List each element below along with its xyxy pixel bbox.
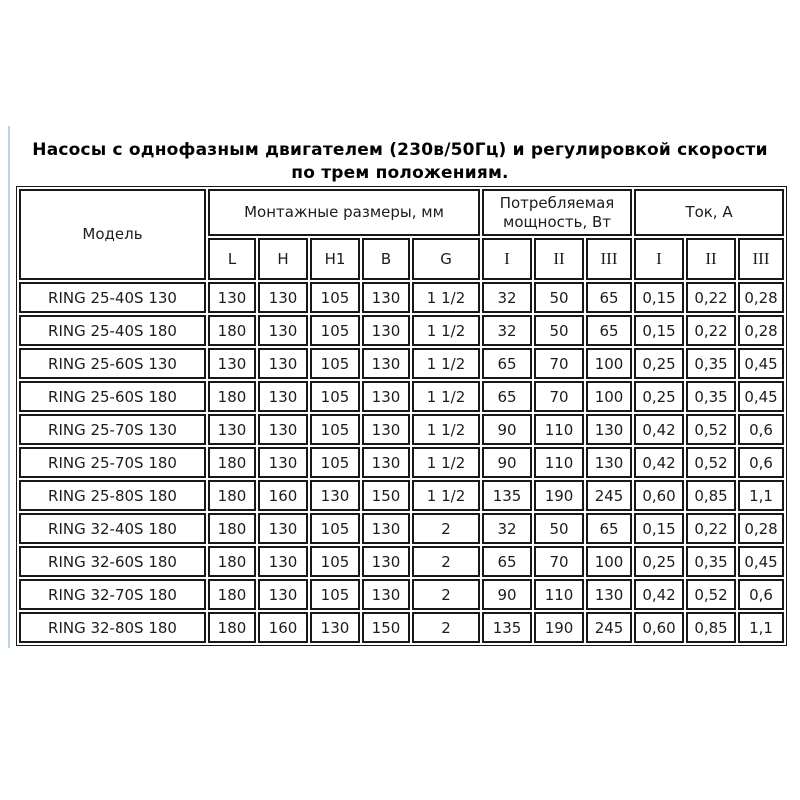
value-cell: 1 1/2 xyxy=(412,282,480,313)
table-row xyxy=(19,480,784,511)
value-cell: 0,22 xyxy=(686,282,736,313)
value-cell: 160 xyxy=(258,612,308,643)
value-cell: 105 xyxy=(310,348,360,379)
value-cell: 0,42 xyxy=(634,579,684,610)
value-cell: 135 xyxy=(482,480,532,511)
table-row xyxy=(19,348,784,379)
value-cell: 150 xyxy=(362,612,410,643)
value-cell: 65 xyxy=(586,513,632,544)
value-cell: 65 xyxy=(586,282,632,313)
value-cell: 130 xyxy=(362,348,410,379)
value-cell: 180 xyxy=(208,381,256,412)
value-cell: 0,42 xyxy=(634,447,684,478)
value-cell: 245 xyxy=(586,612,632,643)
value-cell: 0,6 xyxy=(738,579,784,610)
value-cell: 130 xyxy=(310,480,360,511)
value-cell: 105 xyxy=(310,414,360,445)
value-cell: 180 xyxy=(208,513,256,544)
table-row xyxy=(19,546,784,577)
model-cell: RING 25-40S 130 xyxy=(19,282,206,313)
model-cell: RING 25-40S 180 xyxy=(19,315,206,346)
col-header-H1: H1 xyxy=(310,238,360,280)
value-cell: 1,1 xyxy=(738,612,784,643)
page-title-line-2: по трем положениям. xyxy=(291,163,509,183)
value-cell: 65 xyxy=(482,348,532,379)
table-row xyxy=(19,315,784,346)
value-cell: 65 xyxy=(482,546,532,577)
value-cell: 65 xyxy=(586,315,632,346)
value-cell: 105 xyxy=(310,315,360,346)
col-header-power-II: II xyxy=(534,238,584,280)
value-cell: 130 xyxy=(258,447,308,478)
model-cell: RING 25-70S 180 xyxy=(19,447,206,478)
value-cell: 110 xyxy=(534,579,584,610)
value-cell: 130 xyxy=(586,414,632,445)
value-cell: 130 xyxy=(586,579,632,610)
col-header-current-I: I xyxy=(634,238,684,280)
col-header-model: Модель xyxy=(19,189,206,280)
value-cell: 180 xyxy=(208,579,256,610)
col-header-B: B xyxy=(362,238,410,280)
value-cell: 130 xyxy=(258,579,308,610)
value-cell: 180 xyxy=(208,447,256,478)
model-cell: RING 25-70S 130 xyxy=(19,414,206,445)
pump-spec-table xyxy=(16,186,787,646)
value-cell: 130 xyxy=(362,513,410,544)
pump-spec-table-body xyxy=(19,282,784,643)
value-cell: 2 xyxy=(412,513,480,544)
value-cell: 1 1/2 xyxy=(412,315,480,346)
value-cell: 110 xyxy=(534,447,584,478)
value-cell: 0,28 xyxy=(738,282,784,313)
value-cell: 0,60 xyxy=(634,612,684,643)
value-cell: 130 xyxy=(258,282,308,313)
value-cell: 110 xyxy=(534,414,584,445)
value-cell: 32 xyxy=(482,315,532,346)
page-title-line-1: Насосы с однофазным двигателем (230в/50Гц) и регулировкой скорости xyxy=(32,140,768,160)
page-title xyxy=(0,139,800,185)
value-cell: 0,15 xyxy=(634,513,684,544)
model-cell: RING 32-40S 180 xyxy=(19,513,206,544)
value-cell: 70 xyxy=(534,546,584,577)
value-cell: 70 xyxy=(534,381,584,412)
value-cell: 130 xyxy=(362,447,410,478)
value-cell: 130 xyxy=(258,348,308,379)
value-cell: 130 xyxy=(362,579,410,610)
value-cell: 130 xyxy=(258,414,308,445)
col-header-L: L xyxy=(208,238,256,280)
value-cell: 65 xyxy=(482,381,532,412)
value-cell: 0,45 xyxy=(738,546,784,577)
value-cell: 0,35 xyxy=(686,381,736,412)
col-header-G: G xyxy=(412,238,480,280)
col-group-mounting-dimensions: Монтажные размеры, мм xyxy=(208,189,480,236)
value-cell: 0,28 xyxy=(738,315,784,346)
value-cell: 32 xyxy=(482,513,532,544)
value-cell: 180 xyxy=(208,315,256,346)
value-cell: 0,35 xyxy=(686,348,736,379)
value-cell: 0,52 xyxy=(686,414,736,445)
value-cell: 0,52 xyxy=(686,447,736,478)
value-cell: 105 xyxy=(310,513,360,544)
value-cell: 105 xyxy=(310,447,360,478)
value-cell: 1,1 xyxy=(738,480,784,511)
value-cell: 0,35 xyxy=(686,546,736,577)
value-cell: 70 xyxy=(534,348,584,379)
value-cell: 0,85 xyxy=(686,480,736,511)
value-cell: 0,25 xyxy=(634,546,684,577)
value-cell: 32 xyxy=(482,282,532,313)
value-cell: 130 xyxy=(362,381,410,412)
value-cell: 105 xyxy=(310,546,360,577)
value-cell: 1 1/2 xyxy=(412,348,480,379)
value-cell: 90 xyxy=(482,414,532,445)
value-cell: 0,42 xyxy=(634,414,684,445)
col-header-current-II: II xyxy=(686,238,736,280)
value-cell: 0,45 xyxy=(738,348,784,379)
value-cell: 245 xyxy=(586,480,632,511)
table-row xyxy=(19,282,784,313)
col-group-current: Ток, А xyxy=(634,189,784,236)
col-group-power-consumption: Потребляемая мощность, Вт xyxy=(482,189,632,236)
value-cell: 105 xyxy=(310,381,360,412)
value-cell: 0,6 xyxy=(738,414,784,445)
col-header-power-I: I xyxy=(482,238,532,280)
value-cell: 2 xyxy=(412,612,480,643)
value-cell: 0,15 xyxy=(634,315,684,346)
value-cell: 130 xyxy=(258,381,308,412)
value-cell: 1 1/2 xyxy=(412,447,480,478)
page-edge-line xyxy=(8,126,10,648)
value-cell: 105 xyxy=(310,579,360,610)
value-cell: 180 xyxy=(208,480,256,511)
value-cell: 130 xyxy=(258,315,308,346)
value-cell: 190 xyxy=(534,612,584,643)
value-cell: 0,6 xyxy=(738,447,784,478)
model-cell: RING 32-70S 180 xyxy=(19,579,206,610)
value-cell: 130 xyxy=(208,348,256,379)
value-cell: 130 xyxy=(258,546,308,577)
value-cell: 1 1/2 xyxy=(412,480,480,511)
value-cell: 2 xyxy=(412,546,480,577)
value-cell: 180 xyxy=(208,612,256,643)
model-cell: RING 32-80S 180 xyxy=(19,612,206,643)
value-cell: 190 xyxy=(534,480,584,511)
value-cell: 0,52 xyxy=(686,579,736,610)
value-cell: 2 xyxy=(412,579,480,610)
table-row xyxy=(19,381,784,412)
value-cell: 0,22 xyxy=(686,315,736,346)
model-cell: RING 25-60S 130 xyxy=(19,348,206,379)
value-cell: 100 xyxy=(586,348,632,379)
value-cell: 160 xyxy=(258,480,308,511)
value-cell: 130 xyxy=(310,612,360,643)
value-cell: 0,15 xyxy=(634,282,684,313)
value-cell: 180 xyxy=(208,546,256,577)
value-cell: 50 xyxy=(534,282,584,313)
table-row xyxy=(19,579,784,610)
value-cell: 50 xyxy=(534,315,584,346)
value-cell: 100 xyxy=(586,381,632,412)
col-header-H: H xyxy=(258,238,308,280)
value-cell: 0,85 xyxy=(686,612,736,643)
value-cell: 90 xyxy=(482,447,532,478)
value-cell: 135 xyxy=(482,612,532,643)
value-cell: 105 xyxy=(310,282,360,313)
model-cell: RING 32-60S 180 xyxy=(19,546,206,577)
col-header-power-III: III xyxy=(586,238,632,280)
value-cell: 130 xyxy=(362,282,410,313)
value-cell: 0,60 xyxy=(634,480,684,511)
value-cell: 100 xyxy=(586,546,632,577)
table-row xyxy=(19,612,784,643)
value-cell: 130 xyxy=(362,414,410,445)
value-cell: 150 xyxy=(362,480,410,511)
value-cell: 0,45 xyxy=(738,381,784,412)
value-cell: 130 xyxy=(586,447,632,478)
table-row xyxy=(19,513,784,544)
value-cell: 130 xyxy=(208,414,256,445)
value-cell: 130 xyxy=(258,513,308,544)
value-cell: 0,28 xyxy=(738,513,784,544)
value-cell: 130 xyxy=(362,546,410,577)
col-header-current-III: III xyxy=(738,238,784,280)
value-cell: 1 1/2 xyxy=(412,381,480,412)
value-cell: 0,25 xyxy=(634,381,684,412)
header-group-row xyxy=(19,189,784,236)
value-cell: 0,22 xyxy=(686,513,736,544)
table-row xyxy=(19,447,784,478)
value-cell: 0,25 xyxy=(634,348,684,379)
value-cell: 130 xyxy=(208,282,256,313)
model-cell: RING 25-60S 180 xyxy=(19,381,206,412)
value-cell: 130 xyxy=(362,315,410,346)
model-cell: RING 25-80S 180 xyxy=(19,480,206,511)
table-row xyxy=(19,414,784,445)
value-cell: 50 xyxy=(534,513,584,544)
value-cell: 90 xyxy=(482,579,532,610)
value-cell: 1 1/2 xyxy=(412,414,480,445)
